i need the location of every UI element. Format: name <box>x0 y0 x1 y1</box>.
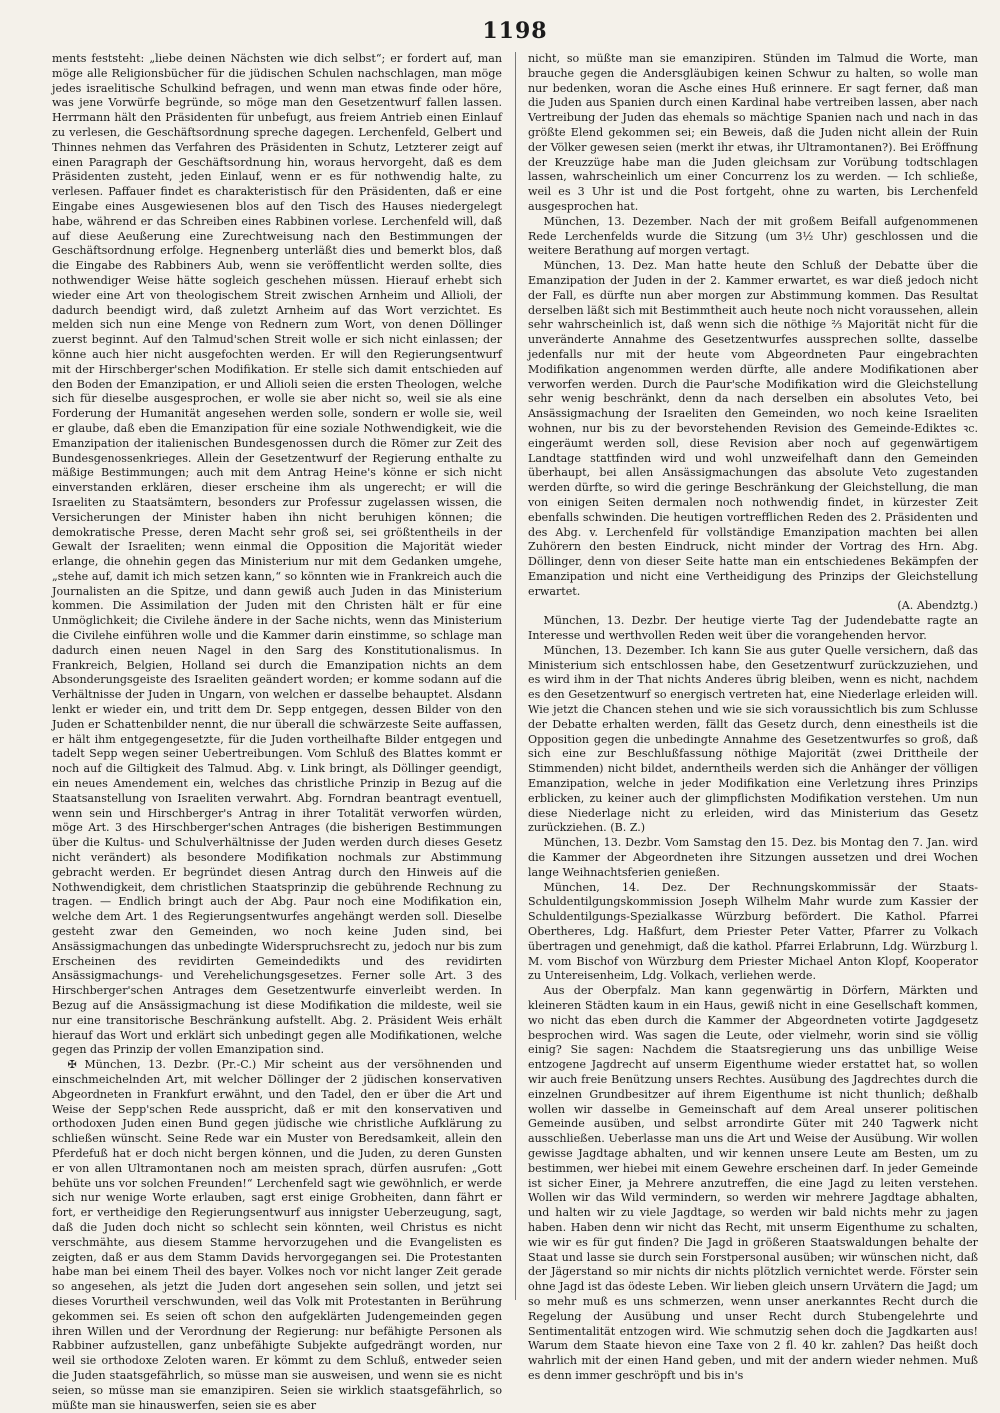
article-paragraph: Aus der Oberpfalz. Man kann gegenwärtig in Dörfern, Märkten und kleineren Städten kaum in ein Haus, gewiß nicht in eine Gesellschaft kommen, wo nicht das eben durch die Kammer der Abgeordneten votirte Jagdgesetz besprochen wird. Was sagen die Leute, oder vielmehr, worin sind sie völlig einig? Sie sagen: Nachdem die Staatsregierung uns das unbillige Weise entzogene Jagdrecht auf unserm Eigenthume wieder erstattet hat, so wollen wir auch freie Benützung unsers Rechtes. Ausübung des Jagdrechtes durch die einzelnen Grundbesitzer auf ihrem Eigenthume ist nicht thunlich; deßhalb wollen wir dasselbe in Gemeinschaft auf dem Areal unserer politischen Gemeinde ausüben, und selbst arrondirte Güter mit 240 Tagwerk nicht ausschließen. Ueberlasse man uns die Art und Weise der Ausübung. Wir wollen gewisse Jagdtage abhalten, und wir kennen unsere Leute am Besten, um zu bestimmen, wer hiebei mit einem Gewehre erscheinen darf. In jeder Gemeinde ist sicher Einer, ja Mehrere anzutreffen, die eine Jagd zu leiten verstehen. Wollen wir das Wild vermindern, so werden wir mehrere Jagdtage abhalten, und halten wir zu viele Jagdtage, so werden wir bald nichts mehr zu jagen haben. Haben denn wir nicht das Recht, mit unserm Eigenthume zu schalten, wie wir es für gut finden? Die Jagd in größeren Staatswaldungen behalte der Staat und lasse sie durch sein Forstpersonal ausüben; wir wünschen nicht, daß der Jägerstand so mir nichts dir nichts plötzlich vernichtet werde. Förster sein ohne Jagd ist das ödeste Leben. Wir lieben gleich unsern Urvätern die Jagd; um so mehr muß es uns schmerzen, wenn unser anerkanntes Recht durch die Regelung der Ausübung und unser Recht durch Stubengelehrte und Sentimentalität entzogen wird. Wie schmutzig sehen doch die Jagdkarten aus! Warum dem Staate hievon eine Taxe von 2 fl. 40 kr. zahlen? Das heißt doch wahrlich mit der einen Hand geben, und mit der andern wieder nehmen. Muß es denn immer geschröpft und bis in's <box>528 984 978 1382</box>
right-column <box>528 52 978 1382</box>
left-column <box>52 52 502 1412</box>
article-columns <box>52 52 978 1412</box>
article-paragraph: München, 13. Dezember. Nach der mit großem Beifall aufgenommenen Rede Lerchenfelds wurde die Sitzung (um 3½ Uhr) geschlossen und die weitere Berathung auf morgen vertagt. <box>528 214 978 258</box>
source-attribution: (A. Abendztg.) <box>897 599 978 613</box>
article-paragraph: ments feststeht: „liebe deinen Nächsten wie dich selbst“; er fordert auf, man möge alle Religionsbücher für die jüdischen Schulen nachschlagen, man möge jedes israelitische Schulkind befragen, und wenn man etwas finde oder höre, was jene Vorwürfe begründe, so möge man den Gesetzentwurf fallen lassen. Herrmann hält den Präsidenten für unbefugt, aus freiem Antrieb einen Einlauf zu verlesen, die Geschäftsordnung spreche dagegen. Lerchenfeld, Gelbert und Thinnes nehmen das Verfahren des Präsidenten in Schutz, Letzterer zeigt auf einen Paragraph der Geschäftsordnung hin, woraus hervorgeht, daß es dem Präsidenten zusteht, jeden Einlauf, wenn er es für nothwendig halte, zu verlesen. Paffauer findet es charakteristisch für den Präsidenten, daß er eine Eingabe eines Ausgewiesenen blos auf den Tisch des Hauses niedergelegt habe, während er das Schreiben eines Rabbinen vorlese. Lerchenfeld will, daß auf diese Aeußerung eine Zurechtweisung nach den Bestimmungen der Geschäftsordnung erfolge. Hegnenberg unterläßt dies und bemerkt blos, daß die Eingabe des Rabbiners Aub, wenn sie veröffentlicht werden sollte, dies nothwendiger Weise hätte sogleich geschehen müssen. Hierauf erhebt sich wieder eine Art von theologischem Streit zwischen Arnheim und Allioli, der dadurch beendigt wird, daß zuletzt Arnheim auf das Wort verzichtet. Es melden sich nun eine Menge von Rednern zum Wort, von denen Döllinger zuerst beginnt. Auf den Talmud'schen Streit wolle er sich nicht einlassen; der könne auch hier nicht ausgefochten werden. Er will den Regierungsentwurf mit der Hirschberger'schen Modifikation. Er stelle sich damit entschieden auf den Boden der Emanzipation, er und Allioli seien die ersten Theologen, welche sich für dieselbe ausgesprochen, er wolle sie aber nicht so, weil sie als eine Forderung der Humanität angesehen werden solle, sondern er wolle sie, weil er glaube, daß eben die Emanzipation für eine soziale Nothwendigkeit, wie die Emanzipation der italienischen Bundesgenossen durch die Römer zur Zeit des Bundesgenossenkrieges. Allein der Gesetzentwurf der Regierung enthalte zu mäßige Bestimmungen; auch mit dem Antrag Heine's könne er sich nicht einverstanden erklären, dieser erscheine ihm als ungerecht; er will die Israeliten zu Staatsämtern, besonders zur Professur zugelassen wissen, die Versicherungen der Minister haben ihn nicht beruhigen können; die demokratische Presse, deren Macht sehr groß sei, sei größtentheils in der Gewalt der Israeliten; wenn einmal die Opposition die Majorität wieder erlange, die ohnehin gegen das Ministerium nur mit dem Gedanken umgehe, „stehe auf, damit ich mich setzen kann,“ so könnten wie in Frankreich auch die Journalisten an die Spitze, und dann gewiß auch Juden in das Ministerium kommen. Die Assimilation der Juden mit den Christen hält er für eine Unmöglichkeit; die Civilehe ändere in der Sache nichts, wenn das Ministerium die Civilehe einführen wolle und die Kammer darin einstimme, so schlage man dadurch einen neuen Nagel in den Sarg des Konstitutionalismus. In Frankreich, Belgien, Holland sei durch die Emanzipation nichts an dem Absonderungsgeiste des Israeliten geändert worden; er komme sodann auf die Verhältnisse der Juden in Ungarn, von welchen er dasselbe behauptet. Alsdann lenkt er wieder ein, und tritt dem Dr. Sepp entgegen, dessen Bilder von den Juden er Schattenbilder nennt, die nur überall die schwärzeste Seite auffassen, er hält ihm entgegengesetzte, für die Juden vortheilhafte Bilder entgegen und tadelt Sepp wegen seiner Uebertreibungen. Vom Schluß des Blattes kommt er noch auf die Giltigkeit des Talmud. Abg. v. Link bringt, als Döllinger geendigt, ein neues Amendement ein, welches das christliche Prinzip in Bezug auf die Staatsanstellung von Israeliten verwahrt. Abg. Forndran beantragt eventuell, wenn sein und Hirschberger's Antrag in ihrer Totalität verworfen würden, möge Art. 3 des Hirschberger'schen Antrages (die bisherigen Bestimmungen über die Kultus- und Schulverhältnisse der Juden werden durch dieses Gesetz nicht verändert) als besondere Modifikation nochmals zur Abstimmung gebracht werden. Er begründet diesen Antrag durch den Hinweis auf die Nothwendigkeit, dem christlichen Staatsprinzip die gebührende Rechnung zu tragen. — Endlich bringt auch der Abg. Paur noch eine Modifikation ein, welche dem Art. 1 des Regierungsentwurfes angehängt werden soll. Dieselbe gesteht zwar den Gemeinden, wo noch keine Juden sind, bei Ansässigmachungen das unbedingte Widerspruchsrecht zu, jedoch nur bis zum Erscheinen des revidirten Gemeindedikts und des revidirten Ansässigmachungs- und Verehelichungsgesetzes. Ferner solle Art. 3 des Hirschberger'schen Antrages dem Gesetzentwurfe einverleibt werden. In Bezug auf die Ansässigmachung ist diese Modifikation die mildeste, weil sie nur eine transitorische Beschränkung aufstellt. Abg. 2. Präsident Weis erhält hierauf das Wort und erklärt sich unbedingt gegen alle Modifikationen, welche gegen das Prinzip der vollen Emanzipation sind. <box>52 52 502 1057</box>
page-number: 1198 <box>482 18 548 44</box>
article-paragraph: München, 13. Dez. Man hatte heute den Schluß der Debatte über die Emanzipation der Juden in der 2. Kammer erwartet, es war dieß jedoch nicht der Fall, es dürfte nun aber morgen zur Abstimmung kommen. Das Resultat derselben läßt sich mit Bestimmtheit auch heute noch nicht voraussehen, allein sehr wahrscheinlich ist, daß wenn sich die nöthige ⅔ Majorität nicht für die unveränderte Annahme des Gesetzentwurfes aussprechen sollte, dasselbe jedenfalls nur mit der heute vom Abgeordneten Paur eingebrachten Modifikation angenommen werden dürfte, alle andere Modifikationen aber verworfen werden. Durch die Paur'sche Modifikation wird die Gleichstellung sehr wenig beschränkt, denn da nach derselben ein absolutes Veto, bei Ansässigmachung der Israeliten den Gemeinden, wo noch keine Israeliten wohnen, nur bis zu der bevorstehenden Revision des Gemeinde-Ediktes ꝛc. eingeräumt werden soll, diese Revision aber noch auf gegenwärtigem Landtage stattfinden wird und wohl unzweifelhaft dann den Gemeinden überhaupt, bei allen Ansässigmachungen das absolute Veto zugestanden werden dürfte, so wird die geringe Beschränkung der Gleichstellung, die man von einigen Seiten dermalen noch nothwendig findet, in kürzester Zeit ebenfalls schwinden. Die heutigen vortrefflichen Reden des 2. Präsidenten und des Abg. v. Lerchenfeld für vollständige Emanzipation machten bei allen Zuhörern den besten Eindruck, nicht minder der Vortrag des Hrn. Abg. Döllinger, denn von dieser Seite hatte man ein entschiedenes Bekämpfen der Emanzipation und nicht eine Vertheidigung des Prinzips der Gleichstellung erwartet. <box>528 259 978 598</box>
article-paragraph: München, 13. Dezbr. Der heutige vierte Tag der Judendebatte ragte an Interesse und werthvollen Reden weit über die vorangehenden hervor. <box>528 614 978 643</box>
article-paragraph: nicht, so müßte man sie emanzipiren. Stünden im Talmud die Worte, man brauche gegen die Andersgläubigen keinen Schwur zu halten, so wolle man nur bedenken, woran die Asche eines Huß erinnere. Er sagt ferner, daß man die Juden aus Spanien durch einen Kardinal habe vertreiben lassen, aber nach Vertreibung der Juden das ehemals so mächtige Spanien nach und nach in das größte Elend gekommen sei; ein Beweis, daß die Juden nicht allein der Ruin der Völker gewesen seien (merkt ihr etwas, ihr Ultramontanen?). Bei Eröffnung der Kreuzzüge habe man die Juden gleichsam zur Vorübung todtschlagen lassen, wahrscheinlich um einer Concurrenz los zu werden. — Ich schließe, weil es 3 Uhr ist und die Post fortgeht, ohne zu warten, bis Lerchenfeld ausgesprochen hat. <box>528 52 978 213</box>
article-paragraph: München, 13. Dezember. Ich kann Sie aus guter Quelle versichern, daß das Ministerium sich entschlossen habe, den Gesetzentwurf zurückzuziehen, und es wird ihm in der That nichts Anderes übrig bleiben, wenn es nicht, nachdem es den Gesetzentwurf so energisch vertreten hat, eine Niederlage erleiden will. Wie jetzt die Chancen stehen und wie sie sich voraussichtlich bis zum Schlusse der Debatte erhalten werden, fällt das Gesetz durch, denn einestheils ist die Opposition gegen die unbedingte Annahme des Gesetzentwurfes so groß, daß sich eine zur Beschlußfassung nöthige Majorität (zwei Drittheile der Stimmenden) nicht bildet, anderntheils werden sich die Anhänger der völligen Emanzipation, welche in jeder Modifikation eine Verletzung ihres Prinzips erblicken, zu keiner auch der glimpflichsten Modifikation verstehen. Um nun diese Niederlage nicht zu erleiden, wird das Ministerium das Gesetz zurückziehen. (B. Z.) <box>528 643 978 835</box>
article-paragraph: München, 13. Dezbr. Vom Samstag den 15. Dez. bis Montag den 7. Jan. wird die Kammer der Abgeordneten ihre Sitzungen aussetzen und drei Wochen lange Weihnachtsferien genießen. <box>528 836 978 879</box>
article-paragraph: München, 14. Dez. Der Rechnungskommissär der Staats-Schuldentilgungskommission Joseph Wilhelm Mahr wurde zum Kassier der Schuldentilgungs-Spezialkasse Würzburg befördert. Die Kathol. Pfarrei Obertheres, Ldg. Haßfurt, dem Priester Peter Vatter, Pfarrer zu Volkach übertragen und genehmigt, daß die kathol. Pfarrei Erlabrunn, Ldg. Würzburg l. M. vom Bischof von Würzburg dem Priester Michael Anton Klopf, Kooperator zu Untereisenheim, Ldg. Volkach, verliehen werde. <box>528 880 978 983</box>
article-paragraph: ✠ München, 13. Dezbr. (Pr.-C.) Mir scheint aus der versöhnenden und einschmeichelnden Art, mit welcher Döllinger der 2 jüdischen konservativen Abgeordneten in Frankfurt erwähnt, und den Tadel, den er über die Art und Weise der Sepp'schen Rede ausspricht, daß er mit den konservativen und orthodoxen Juden einen Bund gegen jüdische wie christliche Aufklärung zu schließen wünscht. Seine Rede war ein Muster von Beredsamkeit, allein den Pferdefuß hat er doch nicht bergen können, und die Juden, zu deren Gunsten er von allen Ultramontanen noch am meisten sprach, dürfen ausrufen: „Gott behüte uns vor solchen Freunden!“ Lerchenfeld sagt wie gewöhnlich, er werde sich nur wenige Worte erlauben, sagt erst einige Grobheiten, dann fährt er fort, er vertheidige den Regierungsentwurf aus innigster Ueberzeugung, sagt, daß die Juden doch nicht so schlecht sein könnten, weil Christus es nicht verschmähte, aus diesem Stamme hervorzugehen und die Evangelisten es zeigten, daß er aus dem Stamm Davids hervorgegangen sei. Die Protestanten habe man bei einem Theil des bayer. Volkes noch vor nicht langer Zeit gerade so angesehen, als jetzt die Juden dort angesehen sein sollen, und jetzt sei dieses Vorurtheil verschwunden, weil das Volk mit Protestanten in Berührung gekommen sei. Es seien oft schon den aufgeklärten Judengemeinden gegen ihren Willen und der Verordnung der Regierung: nur befähigte Personen als Rabbiner aufzustellen, ganz unbefähigte Subjekte aufgedrängt worden, nur weil sie orthodoxe Zeloten waren. Er kömmt zu dem Schluß, entweder seien die Juden staatsgefährlich, so müsse man sie ausweisen, und wenn sie es nicht seien, so müsse man sie emanzipiren. Seien sie wirklich staatsgefährlich, so müßte man sie hinauswerfen, seien sie es aber <box>52 1058 502 1412</box>
column-divider <box>515 52 516 1300</box>
